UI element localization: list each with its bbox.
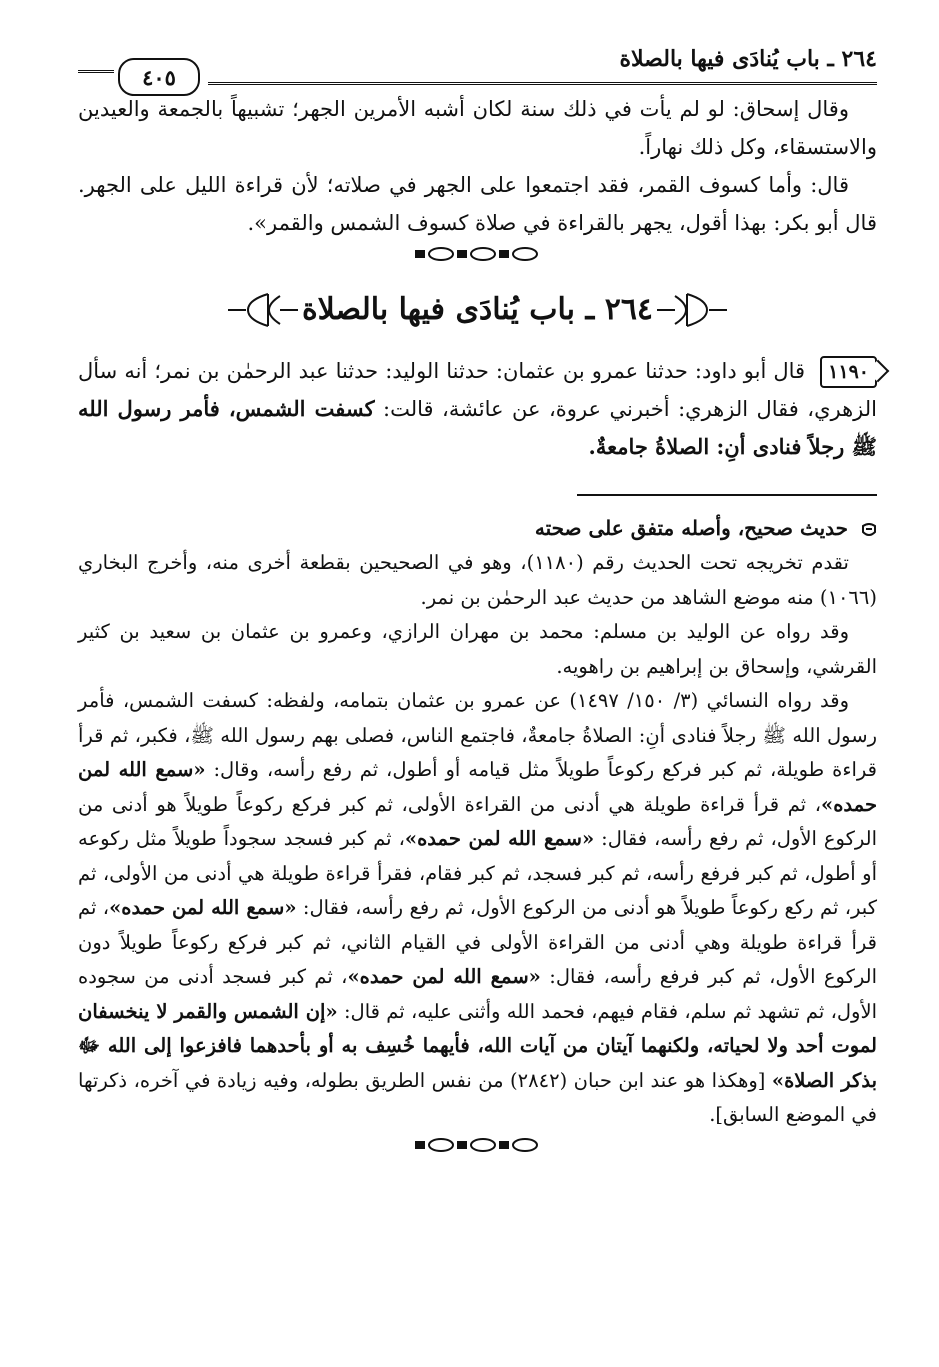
text-run: [وهكذا هو عند ابن حبان (٢٨٤٢) من نفس الطريق بطوله، وفيه زيادة في آخره، ذكرتها في الموضع السابق]. [78, 1068, 877, 1126]
quoted-phrase: «سمع الله لمن حمده» [347, 965, 541, 988]
commentary-paragraph-3 [78, 684, 877, 1133]
top-paragraph-2: قال: وأما كسوف القمر، فقد اجتمعوا على الجهر في صلاته؛ لأن قراءة الليل على الجهر. قال أبو بكر: بهذا أقول، يجهر بالقراءة في صلاة كسوف الشمس والقمر». [78, 173, 877, 235]
chapter-title: ٢٦٤ ـ باب يُنادَى فيها بالصلاة [301, 292, 654, 327]
text-run: وقد رواه النسائي (٣/ ١٥٠/ ١٤٩٧) عن عمرو بن عثمان بتمامه، ولفظه: كسفت الشمس، فأمر رسول الله ﷺ رجلاً فنادى أنِ: الصلاةُ جامعةٌ، فاجتمع الناس، فصلى بهم رسول الله ﷺ، فكبر، ثم قرأ قراءة طويلة، ثم كبر فركع ركوعاً طويلاً مثل قيامه أو أطول، ثم رفع رأسه، وقال: [78, 689, 877, 781]
commentary-paragraph-1: تقدم تخريجه تحت الحديث رقم (١١٨٠)، وهو في الصحيحين بقطعة أخرى منه، وأخرج البخاري (١٠٦٦) منه موضع الشاهد من حديث عبد الرحمٰن بن نمر. [78, 551, 877, 609]
section-divider-ornament [78, 246, 877, 266]
quoted-phrase: «سمع الله لمن حمده» [404, 827, 595, 850]
title-ornament-right-icon [657, 290, 727, 330]
hadith-matn: كسفت الشمس، فأمر رسول الله ﷺ رجلاً فنادى أنِ: الصلاةُ جامعةٌ. [78, 396, 877, 459]
running-head: ٢٦٤ ـ باب يُنادَى فيها بالصلاة [619, 46, 877, 72]
hadith-isnad: قال أبو داود: حدثنا عمرو بن عثمان: حدثنا الوليد: حدثنا عبد الرحمٰن بن نمر؛ أنه سأل الزهري، فقال الزهري: أخبرني عروة، عن عائشة، قالت: [78, 359, 877, 421]
grade-text: حديث صحيح، وأصله متفق على صحته [534, 516, 849, 540]
top-paragraph-1: وقال إسحاق: لو لم يأت في ذلك سنة لكان أشبه الأمرين الجهر؛ تشبيهاً بالجمعة والعيدين والاستسقاء، وكل ذلك نهاراً. [78, 97, 877, 159]
text-run: ، ثم قرأ قراءة طويلة وهي أدنى من القراءة الأولى في القيام الثاني، ثم كبر فركع ركوعاً طويلاً دون الركوع الأول، ثم كبر فرفع رأسه، فقال: [78, 896, 877, 988]
quoted-phrase: «إن الشمس والقمر لا ينخسفان لموت أحد ولا لحياته، ولكنهما آيتان من آيات الله، فأيهما خُسِف به أو بأحدهما فافزعوا إلى الله ﷻ بذكر الصلاة» [78, 999, 877, 1092]
header-rule [208, 82, 877, 85]
title-ornament-left-icon [228, 290, 298, 330]
hadith-text [78, 352, 877, 466]
quoted-phrase: «سمع الله لمن حمده» [109, 896, 297, 919]
hadith-grade [78, 510, 877, 546]
text-run: ، ثم كبر فسجد سجوداً طويلاً مثل ركوعه أو أطول، ثم كبر فرفع رأسه، ثم كبر فسجد، ثم كبر فقام، فقرأ قراءة طويلة هي أدنى من الأولى، ثم كبر، ثم ركع ركوعاً طويلاً هو أدنى من الركوع الأول، ثم رفع رأسه، فقال: [78, 827, 877, 919]
hadith-number: ١١٩٠ [820, 356, 877, 388]
end-divider-ornament [78, 1137, 877, 1157]
quoted-phrase: «سمع الله لمن حمده» [78, 758, 877, 816]
book-page [78, 38, 877, 1347]
chapter-heading [78, 278, 877, 342]
page-header [78, 38, 877, 90]
page-number-dashes [78, 70, 114, 73]
text-run: ، ثم كبر فسجد أدنى من سجوده الأول، ثم تشهد ثم سلم، فقام فيهم، فحمد الله وأثنى عليه، ثم قال: [78, 965, 877, 1023]
commentary-paragraph-2: وقد رواه عن الوليد بن مسلم: محمد بن مهران الرازي، وعمرو بن عثمان بن سعيد بن كثير القرشي، وإسحاق بن إبراهيم بن راهويه. [78, 620, 877, 678]
footnote-separator [577, 494, 877, 496]
page-number: ٤٠٥ [118, 58, 200, 96]
grade-marker-icon [861, 522, 877, 538]
text-run: ، ثم قرأ قراءة طويلة هي أدنى من القراءة الأولى، ثم كبر فركع ركوعاً طويلاً هو أدنى من الركوع الأول، ثم رفع رأسه، فقال: [78, 792, 877, 850]
